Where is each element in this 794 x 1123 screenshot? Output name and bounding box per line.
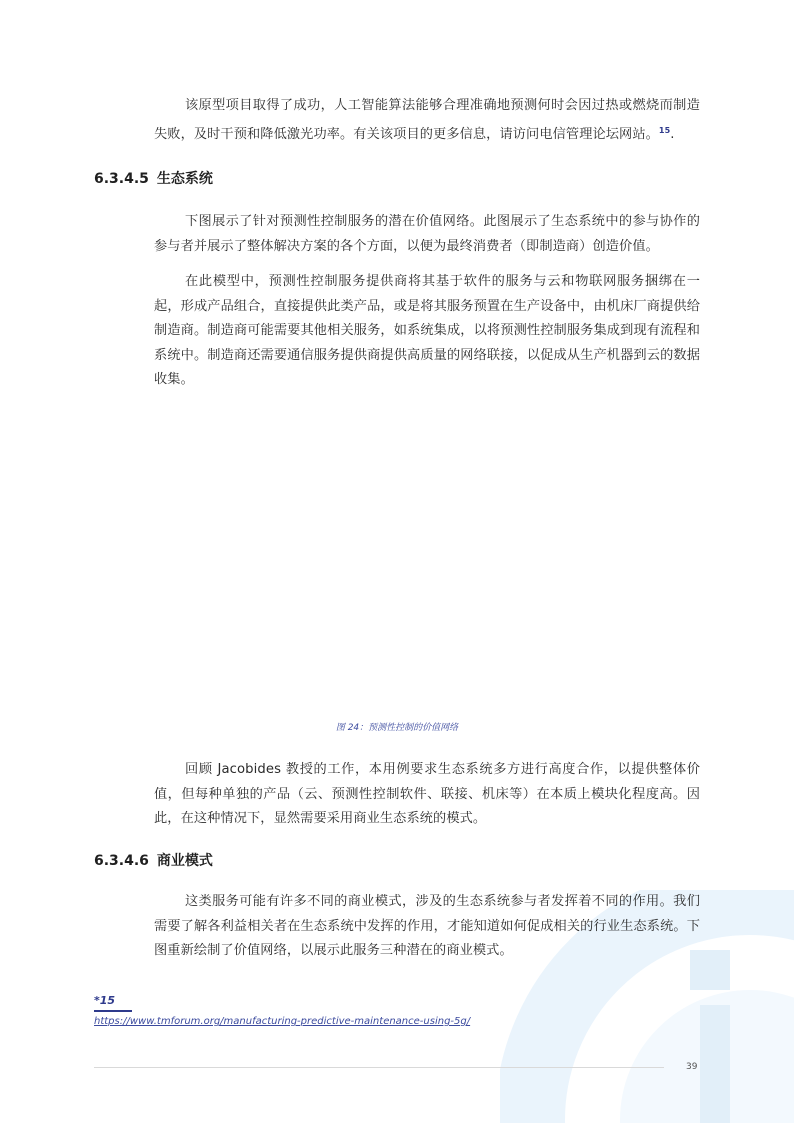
footer-divider [94, 1067, 664, 1068]
paragraph-business-models: 这类服务可能有许多不同的商业模式，涉及的生态系统参与者发挥着不同的作用。我们需要了解各利益相关者在生态系统中发挥的作用，才能知道如何促成相关的行业生态系统。下图重新绘制了价值网络，以展示此服务三种潜在的商业模式。 [154, 894, 700, 958]
footnote-link[interactable]: https://www.tmforum.org/manufacturing-predictive-maintenance-using-5g/ [94, 1016, 471, 1027]
figure-placeholder [154, 395, 700, 705]
footnote-underline [94, 1010, 132, 1012]
section-heading-ecosystem: 6.3.4.5 生态系统 [94, 171, 213, 187]
footnote-marker: *15 [94, 994, 116, 1007]
paragraph-model-description: 在此模型中，预测性控制服务提供商将其基于软件的服务与云和物联网服务捆绑在一起，形成产品组合，直接提供此类产品，或是将其服务预置在生产设备中，由机床厂商提供给制造商。制造商可能需要其他相关服务，如系统集成，以将预测性控制服务集成到现有流程和系统中。制造商还需要通信服务提供商提供高质量的网络联接，以促成从生产机器到云的数据收集。 [154, 274, 700, 387]
footnote-reference-15[interactable]: 15 [658, 125, 671, 135]
figure-caption: 图 24：预测性控制的价值网络 [335, 723, 459, 733]
paragraph-project-result: 该原型项目取得了成功，人工智能算法能够合理准确地预测何时会因过热或燃烧而制造失败，及时干预和降低激光功率。有关该项目的更多信息，请访问电信管理论坛网站。$^{15}$. [154, 98, 700, 142]
page-number: 39 [686, 1062, 698, 1072]
paragraph-jacobides: 回顾 Jacobides 教授的工作，本用例要求生态系统多方进行高度合作，以提供整体价值，但每种单独的产品（云、预测性控制软件、联接、机床等）在本质上模块化程度高。因此，在这种情况下，显然需要采用商业生态系统的模式。 [154, 762, 700, 826]
section-heading-business-model: 6.3.4.6 商业模式 [94, 853, 213, 869]
paragraph-value-network-intro: 下图展示了针对预测性控制服务的潜在价值网络。此图展示了生态系统中的参与协作的参与者并展示了整体解决方案的各个方面，以便为最终消费者（即制造商）创造价值。 [154, 214, 700, 254]
